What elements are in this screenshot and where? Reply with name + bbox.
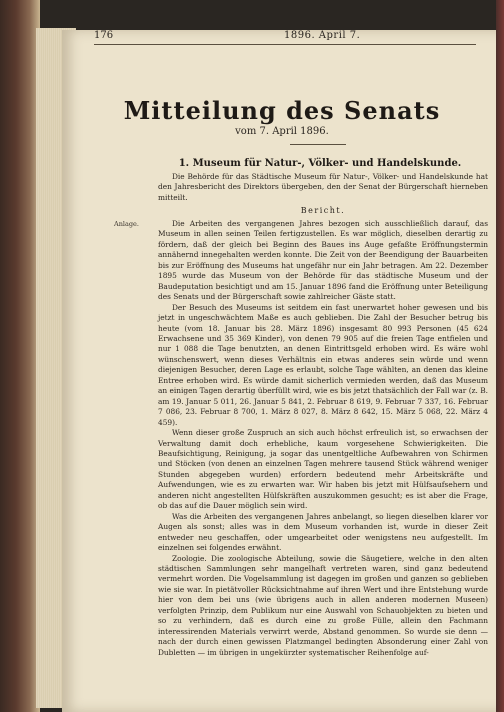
paragraph: Der Besuch des Museums ist seitdem ein fast unerwartet hoher gewesen und bis jetzt in ungeschwächtem Maße es auch geblieben. Die Zahl der Besucher betrug bis heute (vom 18. Januar bis 28. März 1896) insgesamt 80 993 Personen (45 624 Erwachsene und 35 369 Kinder), von denen 79 905 auf die freien Tage entfielen und nur 1 088 die Tage benutzten, an denen Eintrittsgeld erhoben wird. Es wäre wohl wünschenswert, wenn dieses Verhältnis ein etwas anderes sein würde und wenn diejenigen Besucher, deren Lage es erlaubt, solche Tage wählten, an denen das kleine Entree erhoben wird. Es würde damit sicherlich vermieden werden, daß das Museum an einigen Tagen derartig überfüllt wird, wie es bis jetzt thatsächlich der Fall war (z. B. am 19. Januar 5 011, 26. Januar 5 841, 2. Februar 8 619, 9. Februar 7 337, 16. Februar 7 086, 23. Februar 8 700, 1. März 8 027, 8. März 8 642, 15. März 5 068, 22. März 4 459). xyxy=(158,302,488,427)
report-heading: Bericht. xyxy=(300,206,346,215)
intro-paragraph xyxy=(158,172,488,203)
paragraph: Die Arbeiten des vergangenen Jahres bezogen sich ausschließlich darauf, das Museum in allen seinen Teilen fertigzustellen. Es war möglich, dieselben derartig zu fördern, daß der gleich bei Beginn des Baues ins Auge gefaßte Eröffnungstermin annähernd innegehalten werden konnte. Die Zeit von der Beendigung der Bauarbeiten bis zur Eröffnung des Museums hat ungefähr nur ein Jahr betragen. Am 22. Dezember 1895 wurde das Museum von der Behörde für das städtische Museum und der Baudeputation besichtigt und am 15. Januar 1896 fand die Eröffnung unter Beteiligung des Senats und der Bürgerschaft sowie zahlreicher Gäste statt. xyxy=(158,219,488,302)
title-rule xyxy=(290,144,346,145)
paragraph: Zoologie. Die zoologische Abteilung, sowie die Säugetiere, welche in den alten städtischen Sammlungen sehr mangelhaft vertreten waren, sind ganz bedeutend vermehrt worden. Die Vogelsammlung ist dagegen im großen und ganzen so geblieben wie sie war. In pietätvoller Rücksichtnahme auf ihren Wert und ihre Entstehung wurde hier von dem bei uns (wie übrigens auch in allen anderen modernen Museen) verfolgten Prinzip, dem Publikum nur eine Auswahl von Schauobjekten zu bieten und so zu verhindern, daß es durch eine zu große Fülle, allein den Fachmann interessirenden Materials verwirrt werde, Abstand genommen. So wurde sie denn — nach der durch einen gewissen Platzmangel bedingten Absonderung einer Zahl von Dubletten — im übrigen in ungekürzter systematischer Reihenfolge auf- xyxy=(158,553,488,657)
book-binding-edge xyxy=(0,0,40,712)
report-body xyxy=(158,219,488,658)
intro-text: Die Behörde für das Städtische Museum für Natur-, Völker- und Handelskunde hat den Jahresbericht des Direktors übergeben, den der Senat der Bürgerschaft hierneben mitteilt. xyxy=(158,172,488,202)
header-date: 1896. April 7. xyxy=(284,30,361,41)
header-rule xyxy=(94,44,476,45)
document-title: Mitteilung des Senats xyxy=(123,96,441,125)
section-heading: 1. Museum für Natur-, Völker- und Handelskunde. xyxy=(178,158,462,169)
document-subtitle: vom 7. April 1896. xyxy=(235,126,329,137)
margin-note: Anlage. xyxy=(114,220,139,228)
paragraph: Wenn dieser große Zuspruch an sich auch höchst erfreulich ist, so erwachsen der Verwaltung damit doch erhebliche, kaum vorgesehene Schwierigkeiten. Die Beaufsichtigung, Reinigung, ja sogar das unentgeltliche Aufbewahren von Schirmen und Stöcken (von denen an einzelnen Tagen mehrere tausend Stück während weniger Stunden abgegeben wurden) erfordern bedeutend mehr Arbeitskräfte und Aufwendungen, wie es zu erwarten war. Wir haben bis jetzt mit Hülfsaufsehern und anderen nicht angestellten Hülfskräften auszukommen gesucht; es ist aber die Frage, ob das auf die Dauer möglich sein wird. xyxy=(158,428,488,511)
page-number: 176 xyxy=(94,30,114,41)
paragraph: Was die Arbeiten des vergangenen Jahres anbelangt, so liegen dieselben klarer vor Augen als sonst; alles was in dem Museum vorhanden ist, wurde in dieser Zeit entweder neu geschaffen, oder umgearbeitet oder wenigstens neu aufgestellt. Im einzelnen sei folgendes erwähnt. xyxy=(158,511,488,553)
